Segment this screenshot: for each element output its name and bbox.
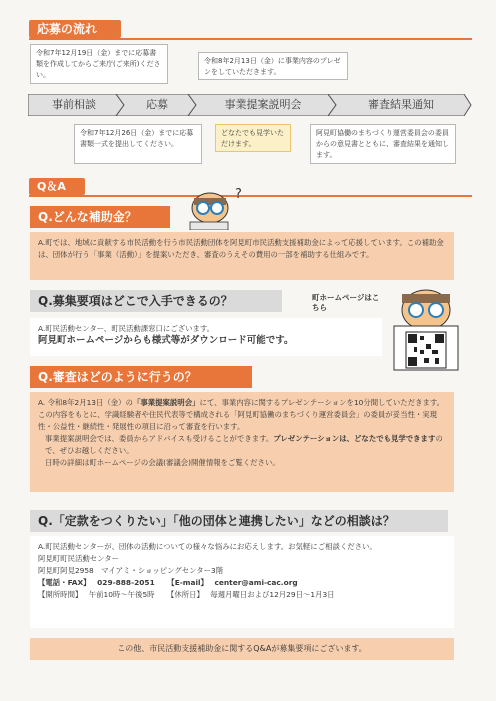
email-value: center@ami-cac.org <box>214 578 298 587</box>
note-bottom-left: 令和7年12月26日（金）までに応募書類一式を提出してください。 <box>74 124 202 164</box>
flow-title: 応募の流れ <box>29 20 121 38</box>
answer-3-p2 <box>38 433 446 457</box>
note-top-right: 令和8年2月13日（金）に事業内容のプレゼンをしていただきます。 <box>198 52 348 80</box>
center-address: 阿見町阿見2958 マイアミ・ショッピングセンター3階 <box>38 566 224 575</box>
footer-banner: この他、市民活動支援補助金に関するQ&Aが募集要項にございます。 <box>30 638 454 660</box>
hours-row <box>38 589 446 601</box>
answer-3-p1 <box>38 397 446 433</box>
answer-4 <box>30 536 454 628</box>
flow-steps <box>28 94 472 116</box>
answer-1: A.町では、地域に貢献する市民活動を行う市民活動団体を阿見町市民活動支援補助金によって応援しています。この補助金は、団体が行う「事業（活動）」を提案いただき、審査のうえその費用の一部を補助する仕組みです。 <box>30 232 454 280</box>
question-4: Q.「定款をつくりたい」「他の団体と連携したい」などの相談は？ <box>30 510 448 532</box>
note-top-left: 令和7年12月19日（金）までに応募書類を作成してからご来庁(ご来所)ください。 <box>30 44 168 84</box>
answer-3-p2-post: ので、ぜひお越しください。 <box>45 434 443 455</box>
answer-3-p1-post: にて、事業内容に関するプレゼンテーションを10分間していただきます。この内容をもとに、学識経験者や住民代表等で構成される「阿見町協働のまちづくり運営委員会」の委員が妥当性・実現性・公益性・継続性・発展性の項目に沿って審査を行います。 <box>38 398 445 431</box>
closed-label: 【休所日】 <box>166 590 204 599</box>
answer-2-line2: 阿見町ホームページからも様式等がダウンロード可能です。 <box>38 335 294 346</box>
answer-2 <box>30 318 382 356</box>
note-bottom-mid: どなたでも見学いただけます。 <box>215 124 291 152</box>
hours-value: 午前10時～午後5時 <box>88 590 155 599</box>
homepage-label: 町ホームページはこちら <box>312 293 380 312</box>
question-3: Q.審査はどのように行うの？ <box>30 366 252 388</box>
email-label: 【E-mail】 <box>167 578 208 587</box>
mascot-character-icon <box>188 184 248 230</box>
answer-3-p3: 日時の詳細は町ホームページの会議(審議会)開催情報をご覧ください。 <box>45 458 280 467</box>
flow-title-rule <box>29 38 472 40</box>
step-apply: 応募 <box>146 98 168 111</box>
step-presentation: 事業提案説明会 <box>224 98 302 111</box>
answer-2-line1: A.町民活動センター、町民活動課窓口にございます。 <box>38 324 215 333</box>
step-result: 審査結果通知 <box>368 98 434 111</box>
answer-3 <box>30 392 454 492</box>
qa-title-rule <box>29 195 472 197</box>
note-bottom-right: 阿見町協働のまちづくり運営委員会の委員からの意見書とともに、審査結果を通知します。 <box>310 124 456 164</box>
mascot-qr-icon <box>388 284 464 372</box>
center-name: 阿見町町民活動センター <box>38 554 120 563</box>
question-2: Q.募集要項はどこで入手できるの？ <box>30 290 282 312</box>
answer-4-line1: A.町民活動センターが、団体の活動についての様々な悩みにお応えします。お気軽にご相談ください。 <box>38 542 377 551</box>
hours-label: 【開所時間】 <box>38 590 83 599</box>
step-consult: 事前相談 <box>52 98 96 111</box>
answer-3-p1-bold: 「事業提案説明会」 <box>132 398 200 407</box>
answer-3-p2-pre: 事業提案説明会では、委員からアドバイスも受けることができます。 <box>45 434 274 443</box>
answer-3-p2-bold2: どなたでも見学できます <box>354 434 436 443</box>
question-1: Q.どんな補助金？ <box>30 206 170 228</box>
answer-3-p2-bold1: プレゼンテーションは、 <box>273 434 355 443</box>
contact-row <box>38 577 446 589</box>
qa-title: Q＆A <box>29 178 85 195</box>
answer-3-p1-pre: A. 令和8年2月13日（金）の <box>38 398 133 407</box>
closed-value: 毎週月曜日および12月29日～1月3日 <box>210 590 335 599</box>
tel-label: 【電話・FAX】 <box>38 578 91 587</box>
tel-value: 029-888-2051 <box>97 578 155 587</box>
svg-text:?: ? <box>235 187 242 202</box>
